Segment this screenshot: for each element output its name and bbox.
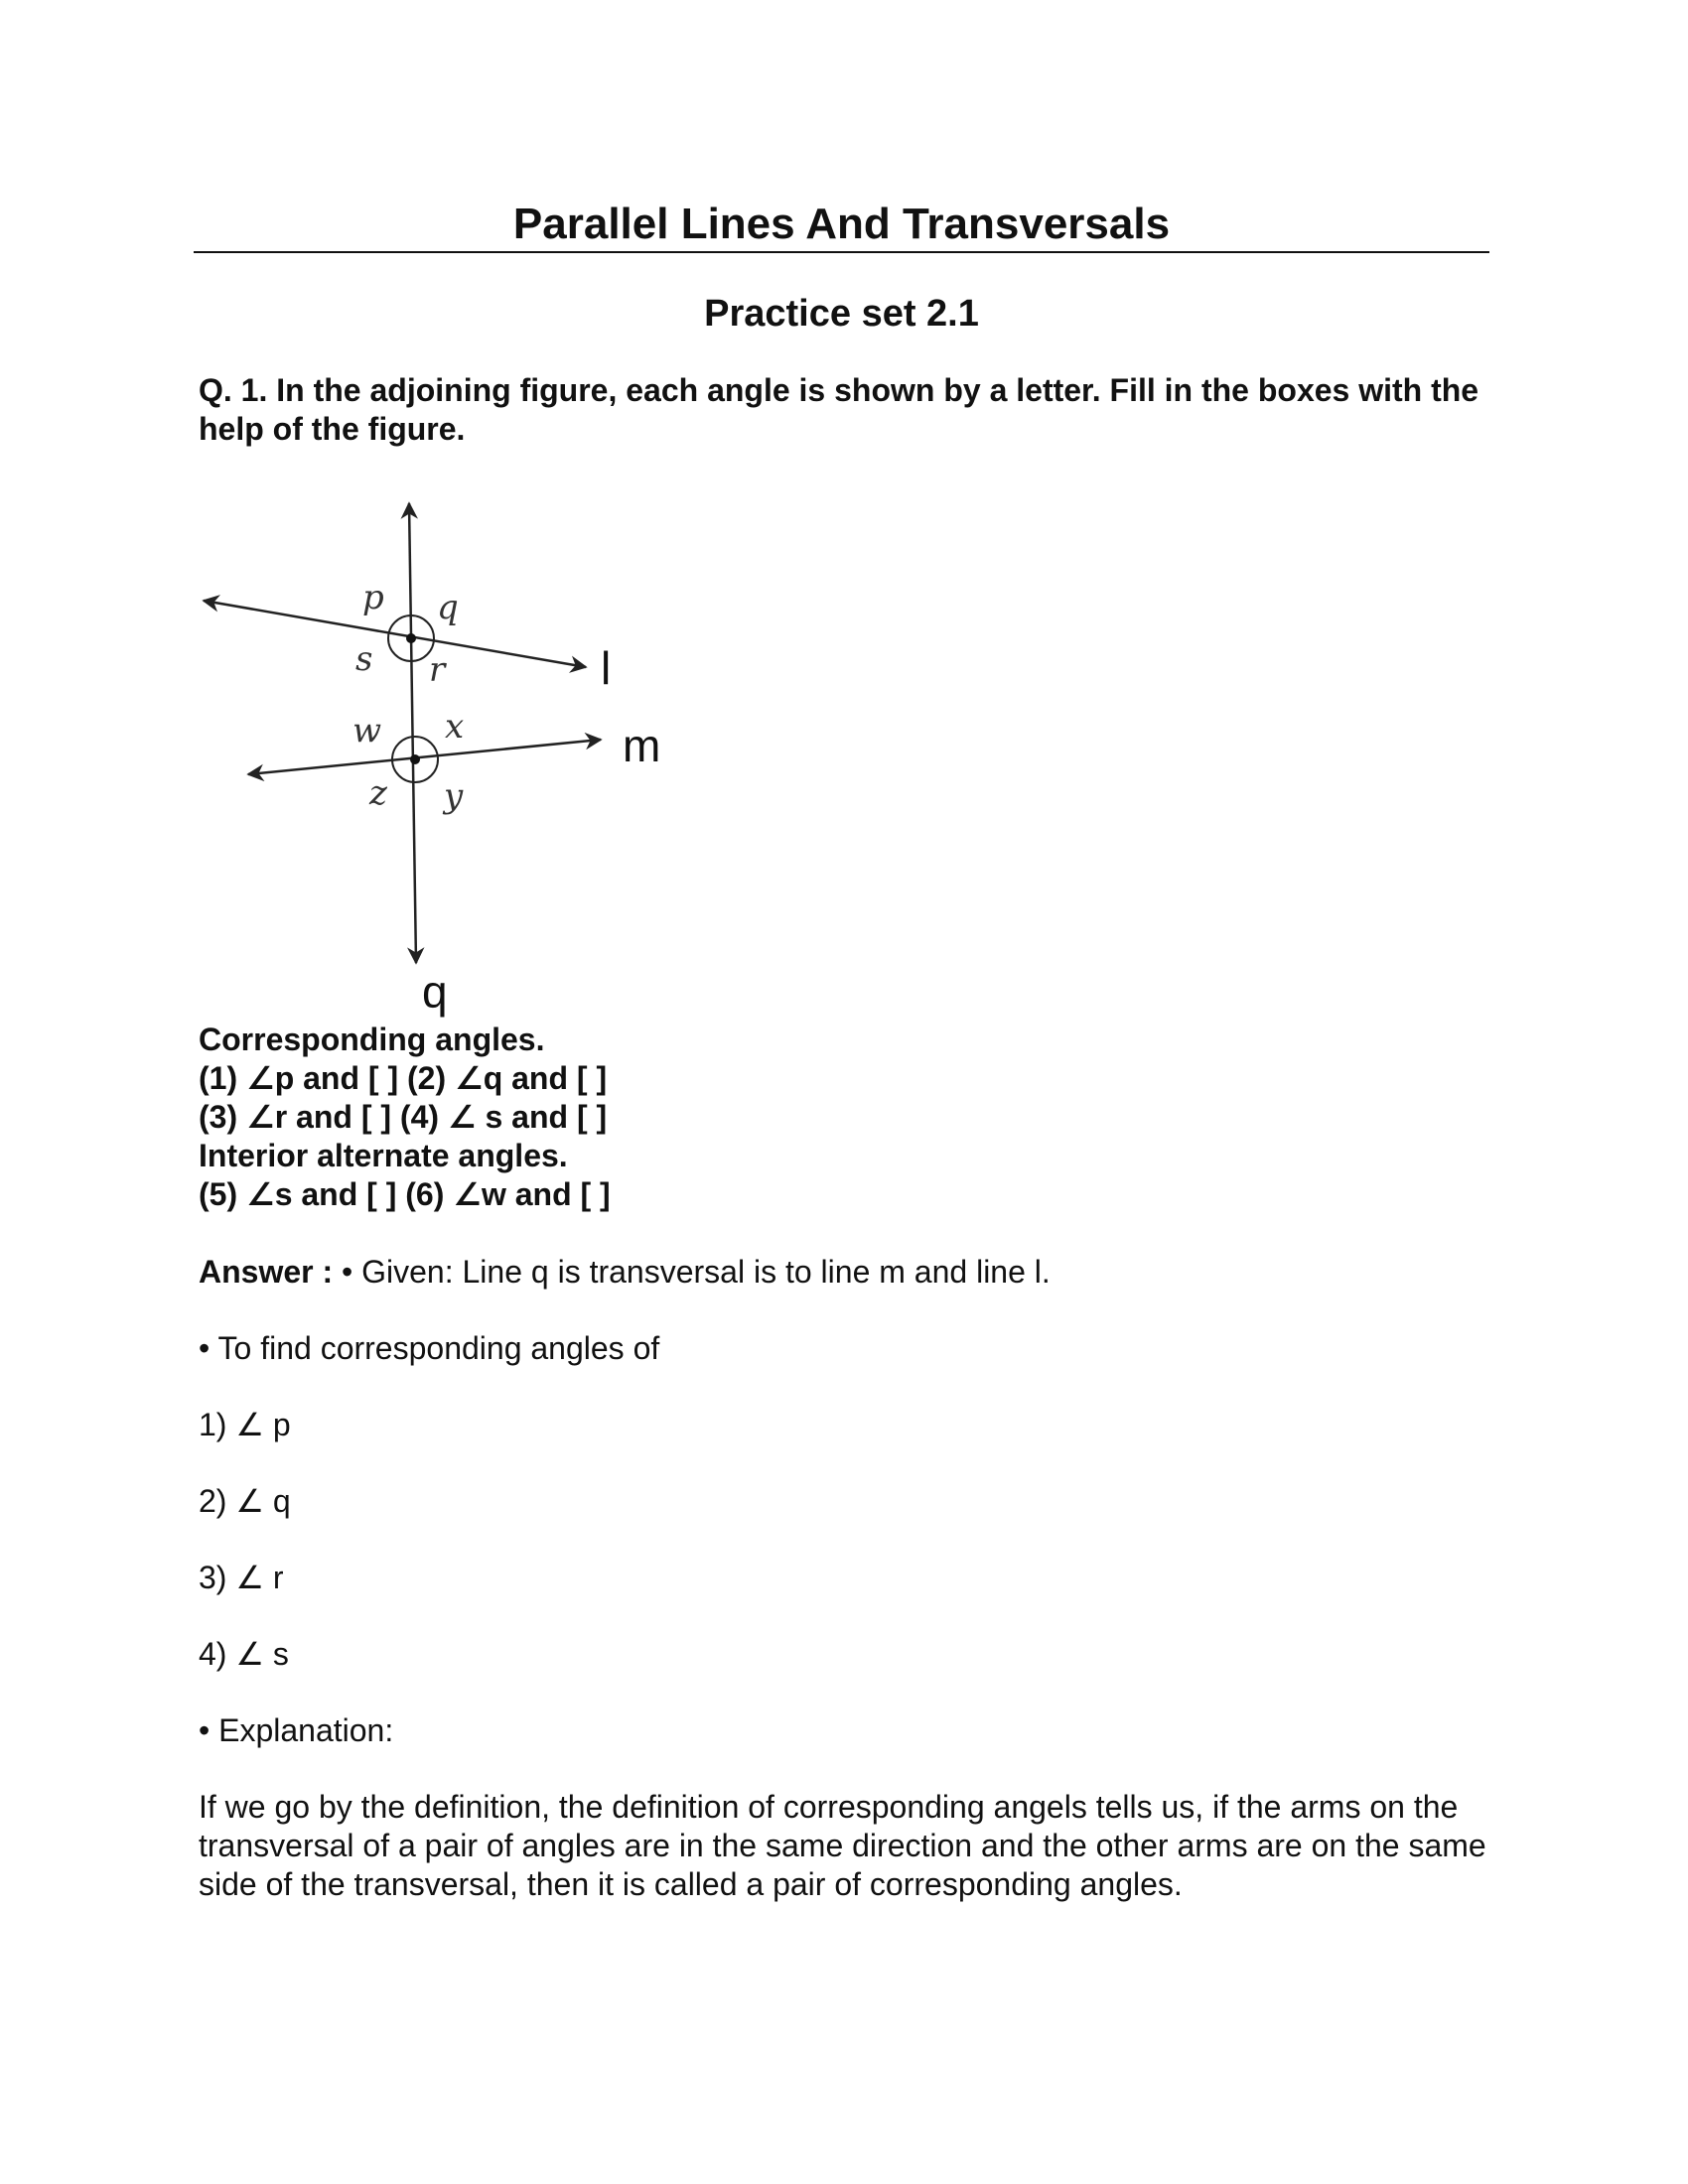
question-text: Q. 1. In the adjoining figure, each angle is shown by a letter. Fill in the boxes with the help of the figure. <box>199 372 1479 447</box>
angle-label-r: r <box>429 650 446 690</box>
answer-item: 4) ∠ s <box>199 1636 289 1672</box>
angle-label-y: y <box>444 776 464 816</box>
answer-section <box>199 1253 1489 1942</box>
given-text: • Given: Line q is transversal is to line m and line l. <box>333 1254 1051 1290</box>
answer-item: 3) ∠ r <box>199 1560 284 1595</box>
fill-in-questions <box>199 1021 1192 1214</box>
answer-item: 2) ∠ q <box>199 1483 291 1519</box>
line-label-m: m <box>623 720 661 771</box>
fill-in-row: (3) ∠r and [ ] (4) ∠ s and [ ] <box>199 1099 608 1135</box>
transversal-q <box>409 503 416 963</box>
explanation-text: If we go by the definition, the definition of corresponding angels tells us, if the arms on the transversal of a pair of angles are in the same direction and the other arms are on the same side of the transversal, then it is called a pair of corresponding angles. <box>199 1789 1486 1902</box>
angle-label-p: p <box>362 578 384 617</box>
answer-label: Answer : <box>199 1254 334 1290</box>
angle-label-q: q <box>437 588 459 627</box>
line-m <box>248 740 601 774</box>
fill-in-row: (1) ∠p and [ ] (2) ∠q and [ ] <box>199 1060 608 1096</box>
angle-label-w: w <box>352 711 382 751</box>
parallel-lines-figure <box>194 491 710 1027</box>
answer-item: 1) ∠ p <box>199 1407 291 1442</box>
angle-label-z: z <box>369 773 387 813</box>
intersection-point-upper <box>406 633 416 643</box>
page-title: Parallel Lines And Transversals <box>512 200 1171 248</box>
intersection-point-lower <box>410 754 420 764</box>
interior-heading: Interior alternate angles. <box>199 1138 568 1173</box>
line-l <box>204 601 586 667</box>
line-label-q: q <box>422 966 448 1018</box>
answer-given <box>199 1253 1489 1292</box>
angle-label-s: s <box>355 639 373 679</box>
to-find-text: • To find corresponding angles of <box>199 1330 660 1366</box>
explanation-label: • Explanation: <box>199 1712 394 1748</box>
practice-set-heading: Practice set 2.1 <box>704 293 979 335</box>
title-underline <box>194 251 1489 253</box>
corresponding-heading: Corresponding angles. <box>199 1022 545 1057</box>
fill-in-row: (5) ∠s and [ ] (6) ∠w and [ ] <box>199 1176 611 1212</box>
angle-label-x: x <box>445 707 465 747</box>
line-label-l: l <box>601 642 612 694</box>
